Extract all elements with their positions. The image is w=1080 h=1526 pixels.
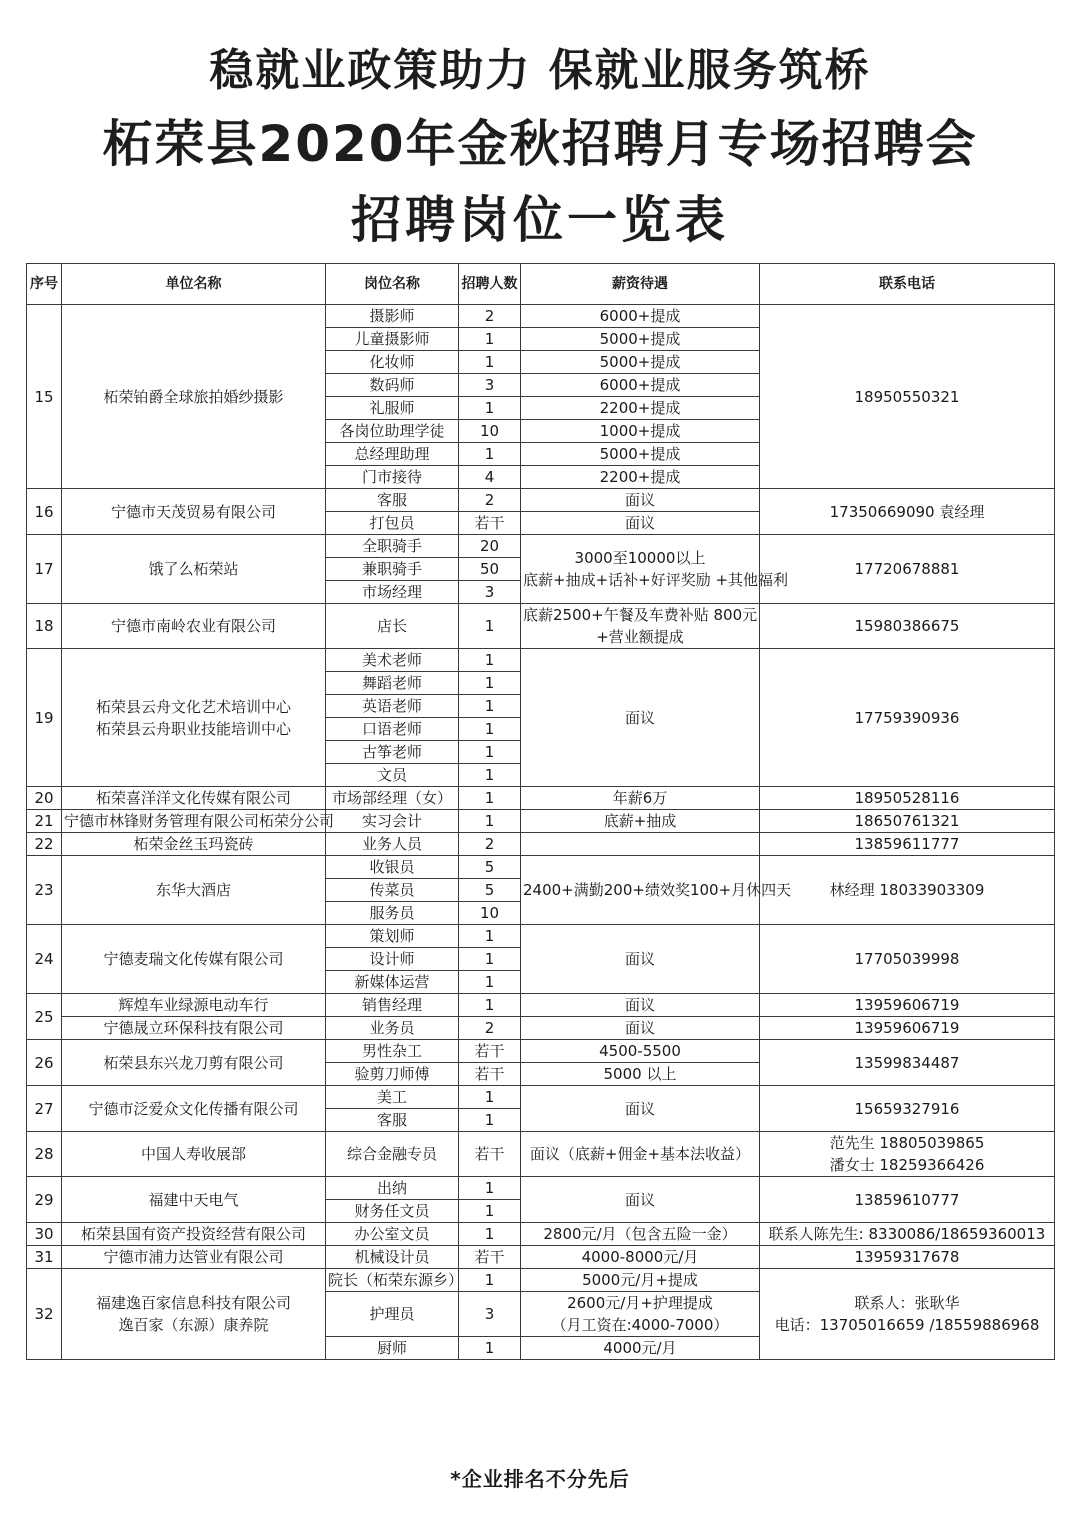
table-row: [27, 1177, 1055, 1200]
table-row: [27, 305, 1055, 328]
table-cell: 13959317678: [760, 1246, 1055, 1269]
table-cell: 面议: [521, 994, 760, 1017]
table-cell: 业务员: [326, 1017, 459, 1040]
table-cell: 古筝老师: [326, 741, 459, 764]
table-cell: 1: [459, 994, 521, 1017]
table-cell: 若干: [459, 1246, 521, 1269]
table-cell: 1: [459, 718, 521, 741]
table-cell: 福建中天电气: [62, 1177, 326, 1223]
table-cell: 柘荣县国有资产投资经营有限公司: [62, 1223, 326, 1246]
table-cell: 1: [459, 925, 521, 948]
table-cell: 17759390936: [760, 649, 1055, 787]
table-cell: 13959606719: [760, 994, 1055, 1017]
table-cell: 24: [27, 925, 62, 994]
table-cell: 1: [459, 1223, 521, 1246]
table-cell: 总经理助理: [326, 443, 459, 466]
table-cell: 28: [27, 1132, 62, 1177]
table-cell: 1: [459, 1200, 521, 1223]
table-cell: 4500-5500: [521, 1040, 760, 1063]
table-cell: 护理员: [326, 1292, 459, 1337]
table-cell: 面议: [521, 1017, 760, 1040]
col-header-phone: 联系电话: [760, 264, 1055, 305]
table-cell: 若干: [459, 512, 521, 535]
table-cell: 市场经理: [326, 581, 459, 604]
table-cell: 17350669090 袁经理: [760, 489, 1055, 535]
table-row: [27, 1040, 1055, 1063]
table-cell: 柘荣县云舟文化艺术培训中心 柘荣县云舟职业技能培训中心: [62, 649, 326, 787]
table-cell: 门市接待: [326, 466, 459, 489]
table-cell: 32: [27, 1269, 62, 1360]
table-cell: 年薪6万: [521, 787, 760, 810]
table-cell: 院长（柘荣东源乡）: [326, 1269, 459, 1292]
table-cell: 17705039998: [760, 925, 1055, 994]
table-cell: 1: [459, 649, 521, 672]
page-title: 柘荣县2020年金秋招聘月专场招聘会: [102, 115, 978, 173]
table-cell: 25: [27, 994, 62, 1040]
table-cell: 5: [459, 879, 521, 902]
table-cell: 宁德市浦力达管业有限公司: [62, 1246, 326, 1269]
table-row: [27, 856, 1055, 879]
table-cell: 26: [27, 1040, 62, 1086]
table-cell: 面议: [521, 925, 760, 994]
table-cell: 2: [459, 1017, 521, 1040]
table-cell: 5000+提成: [521, 351, 760, 374]
col-header-index: 序号: [27, 264, 62, 305]
table-cell: 舞蹈老师: [326, 672, 459, 695]
table-cell: 1: [459, 948, 521, 971]
table-cell: 2200+提成: [521, 466, 760, 489]
table-cell: 21: [27, 810, 62, 833]
table-cell: 中国人寿收展部: [62, 1132, 326, 1177]
table-cell: 1: [459, 741, 521, 764]
table-cell: 客服: [326, 489, 459, 512]
table-cell: 兼职骑手: [326, 558, 459, 581]
table-cell: 林经理 18033903309: [760, 856, 1055, 925]
table-cell: 联系人陈先生: 8330086/18659360013: [760, 1223, 1055, 1246]
table-cell: 4000-8000元/月: [521, 1246, 760, 1269]
table-cell: 办公室文员: [326, 1223, 459, 1246]
table-cell: 服务员: [326, 902, 459, 925]
table-cell: 1: [459, 1269, 521, 1292]
table-cell: 5000+提成: [521, 443, 760, 466]
table-cell: 5000+提成: [521, 328, 760, 351]
table-cell: 化妆师: [326, 351, 459, 374]
table-cell: 2800元/月（包含五险一金）: [521, 1223, 760, 1246]
table-cell: 1: [459, 672, 521, 695]
table-cell: 13859610777: [760, 1177, 1055, 1223]
table-cell: 2: [459, 305, 521, 328]
table-row: [27, 649, 1055, 672]
table-cell: 宁德市天茂贸易有限公司: [62, 489, 326, 535]
table-row: [27, 535, 1055, 558]
table-cell: [521, 833, 760, 856]
job-table: [26, 263, 1055, 1360]
table-cell: 1: [459, 971, 521, 994]
table-cell: 18950550321: [760, 305, 1055, 489]
table-cell: 2600元/月+护理提成 （月工资在:4000-7000）: [521, 1292, 760, 1337]
table-cell: 3000至10000以上 底薪+抽成+话补+好评奖励 +其他福利: [521, 535, 760, 604]
table-cell: 1: [459, 443, 521, 466]
table-cell: 辉煌车业绿源电动车行: [62, 994, 326, 1017]
table-cell: 1: [459, 695, 521, 718]
table-cell: 出纳: [326, 1177, 459, 1200]
table-cell: 18650761321: [760, 810, 1055, 833]
table-cell: 财务任文员: [326, 1200, 459, 1223]
table-cell: 宁德市林锋财务管理有限公司柘荣分公司: [62, 810, 326, 833]
table-cell: 范先生 18805039865 潘女士 18259366426: [760, 1132, 1055, 1177]
table-cell: 礼服师: [326, 397, 459, 420]
table-cell: 机械设计员: [326, 1246, 459, 1269]
table-row: [27, 489, 1055, 512]
table-cell: 13959606719: [760, 1017, 1055, 1040]
table-cell: 口语老师: [326, 718, 459, 741]
table-cell: 4000元/月: [521, 1337, 760, 1360]
table-cell: 2200+提成: [521, 397, 760, 420]
table-cell: 店长: [326, 604, 459, 649]
table-cell: 2: [459, 489, 521, 512]
table-cell: 5000 以上: [521, 1063, 760, 1086]
table-header-row: [27, 264, 1055, 305]
table-cell: 实习会计: [326, 810, 459, 833]
table-row: [27, 1086, 1055, 1109]
table-row: [27, 833, 1055, 856]
table-cell: 美工: [326, 1086, 459, 1109]
table-cell: 13599834487: [760, 1040, 1055, 1086]
table-cell: 男性杂工: [326, 1040, 459, 1063]
table-cell: 儿童摄影师: [326, 328, 459, 351]
table-body: [27, 305, 1055, 1360]
table-cell: 3: [459, 581, 521, 604]
table-cell: 综合金融专员: [326, 1132, 459, 1177]
table-cell: 16: [27, 489, 62, 535]
table-cell: 1: [459, 604, 521, 649]
table-cell: 宁德麦瑞文化传媒有限公司: [62, 925, 326, 994]
table-cell: 宁德市泛爱众文化传播有限公司: [62, 1086, 326, 1132]
table-row: [27, 1269, 1055, 1292]
col-header-headcount: 招聘人数: [459, 264, 521, 305]
table-cell: 1: [459, 1086, 521, 1109]
table-cell: 50: [459, 558, 521, 581]
table-cell: 17: [27, 535, 62, 604]
table-cell: 数码师: [326, 374, 459, 397]
table-cell: 1: [459, 1177, 521, 1200]
table-cell: 柘荣铂爵全球旅拍婚纱摄影: [62, 305, 326, 489]
table-cell: 20: [27, 787, 62, 810]
table-cell: 客服: [326, 1109, 459, 1132]
table-cell: 1: [459, 810, 521, 833]
table-cell: 3: [459, 374, 521, 397]
page-subtitle: 招聘岗位一览表: [351, 191, 729, 249]
table-cell: 1: [459, 351, 521, 374]
footer-note: *企业排名不分先后: [450, 1467, 630, 1491]
table-cell: 收银员: [326, 856, 459, 879]
table-cell: 1: [459, 328, 521, 351]
table-cell: 20: [459, 535, 521, 558]
table-cell: 5000元/月+提成: [521, 1269, 760, 1292]
col-header-company: 单位名称: [62, 264, 326, 305]
table-cell: 31: [27, 1246, 62, 1269]
table-cell: 英语老师: [326, 695, 459, 718]
table-cell: 18950528116: [760, 787, 1055, 810]
table-cell: 若干: [459, 1063, 521, 1086]
table-cell: 福建逸百家信息科技有限公司 逸百家（东源）康养院: [62, 1269, 326, 1360]
table-cell: 29: [27, 1177, 62, 1223]
table-row: [27, 925, 1055, 948]
table-row: [27, 787, 1055, 810]
table-cell: 6000+提成: [521, 305, 760, 328]
table-cell: 美术老师: [326, 649, 459, 672]
table-cell: 30: [27, 1223, 62, 1246]
table-cell: 新媒体运营: [326, 971, 459, 994]
table-cell: 27: [27, 1086, 62, 1132]
table-cell: 业务人员: [326, 833, 459, 856]
table-cell: 1: [459, 1109, 521, 1132]
table-cell: 饿了么柘荣站: [62, 535, 326, 604]
table-cell: 面议: [521, 512, 760, 535]
table-cell: 面议: [521, 489, 760, 512]
table-cell: 23: [27, 856, 62, 925]
col-header-position: 岗位名称: [326, 264, 459, 305]
table-cell: 面议: [521, 1086, 760, 1132]
table-cell: 各岗位助理学徒: [326, 420, 459, 443]
table-cell: 15: [27, 305, 62, 489]
table-row: [27, 1017, 1055, 1040]
table-cell: 面议（底薪+佣金+基本法收益）: [521, 1132, 760, 1177]
table-cell: 东华大酒店: [62, 856, 326, 925]
table-cell: 4: [459, 466, 521, 489]
table-cell: 若干: [459, 1132, 521, 1177]
table-cell: 15980386675: [760, 604, 1055, 649]
table-cell: 底薪2500+午餐及车费补贴 800元 +营业额提成: [521, 604, 760, 649]
table-cell: 摄影师: [326, 305, 459, 328]
table-cell: 3: [459, 1292, 521, 1337]
table-cell: 若干: [459, 1040, 521, 1063]
table-cell: 面议: [521, 1177, 760, 1223]
table-cell: 2400+满勤200+绩效奖100+月休四天: [521, 856, 760, 925]
table-cell: 宁德晟立环保科技有限公司: [62, 1017, 326, 1040]
table-cell: 5: [459, 856, 521, 879]
table-cell: 策划师: [326, 925, 459, 948]
table-row: [27, 810, 1055, 833]
table-cell: 1: [459, 764, 521, 787]
table-cell: 1: [459, 787, 521, 810]
table-cell: 1000+提成: [521, 420, 760, 443]
table-cell: 10: [459, 420, 521, 443]
table-row: [27, 1223, 1055, 1246]
table-cell: 厨师: [326, 1337, 459, 1360]
banner-slogan: 稳就业政策助力 保就业服务筑桥: [209, 45, 871, 96]
table-cell: 传菜员: [326, 879, 459, 902]
table-cell: 底薪+抽成: [521, 810, 760, 833]
table-cell: 柘荣县东兴龙刀剪有限公司: [62, 1040, 326, 1086]
table-cell: 2: [459, 833, 521, 856]
table-cell: 柘荣金丝玉玛瓷砖: [62, 833, 326, 856]
table-cell: 15659327916: [760, 1086, 1055, 1132]
table-cell: 1: [459, 397, 521, 420]
table-row: [27, 1246, 1055, 1269]
table-cell: 全职骑手: [326, 535, 459, 558]
table-cell: 打包员: [326, 512, 459, 535]
table-cell: 1: [459, 1337, 521, 1360]
table-cell: 17720678881: [760, 535, 1055, 604]
table-cell: 设计师: [326, 948, 459, 971]
table-cell: 市场部经理（女）: [326, 787, 459, 810]
table-cell: 验剪刀师傅: [326, 1063, 459, 1086]
table-cell: 面议: [521, 649, 760, 787]
table-cell: 22: [27, 833, 62, 856]
table-cell: 18: [27, 604, 62, 649]
table-cell: 10: [459, 902, 521, 925]
table-cell: 文员: [326, 764, 459, 787]
table-cell: 柘荣喜洋洋文化传媒有限公司: [62, 787, 326, 810]
table-cell: 6000+提成: [521, 374, 760, 397]
table-row: [27, 994, 1055, 1017]
table-cell: 销售经理: [326, 994, 459, 1017]
table-cell: 联系人：张耿华 电话：13705016659 /18559886968: [760, 1269, 1055, 1360]
table-cell: 宁德市南岭农业有限公司: [62, 604, 326, 649]
table-cell: 13859611777: [760, 833, 1055, 856]
table-cell: 19: [27, 649, 62, 787]
col-header-salary: 薪资待遇: [521, 264, 760, 305]
